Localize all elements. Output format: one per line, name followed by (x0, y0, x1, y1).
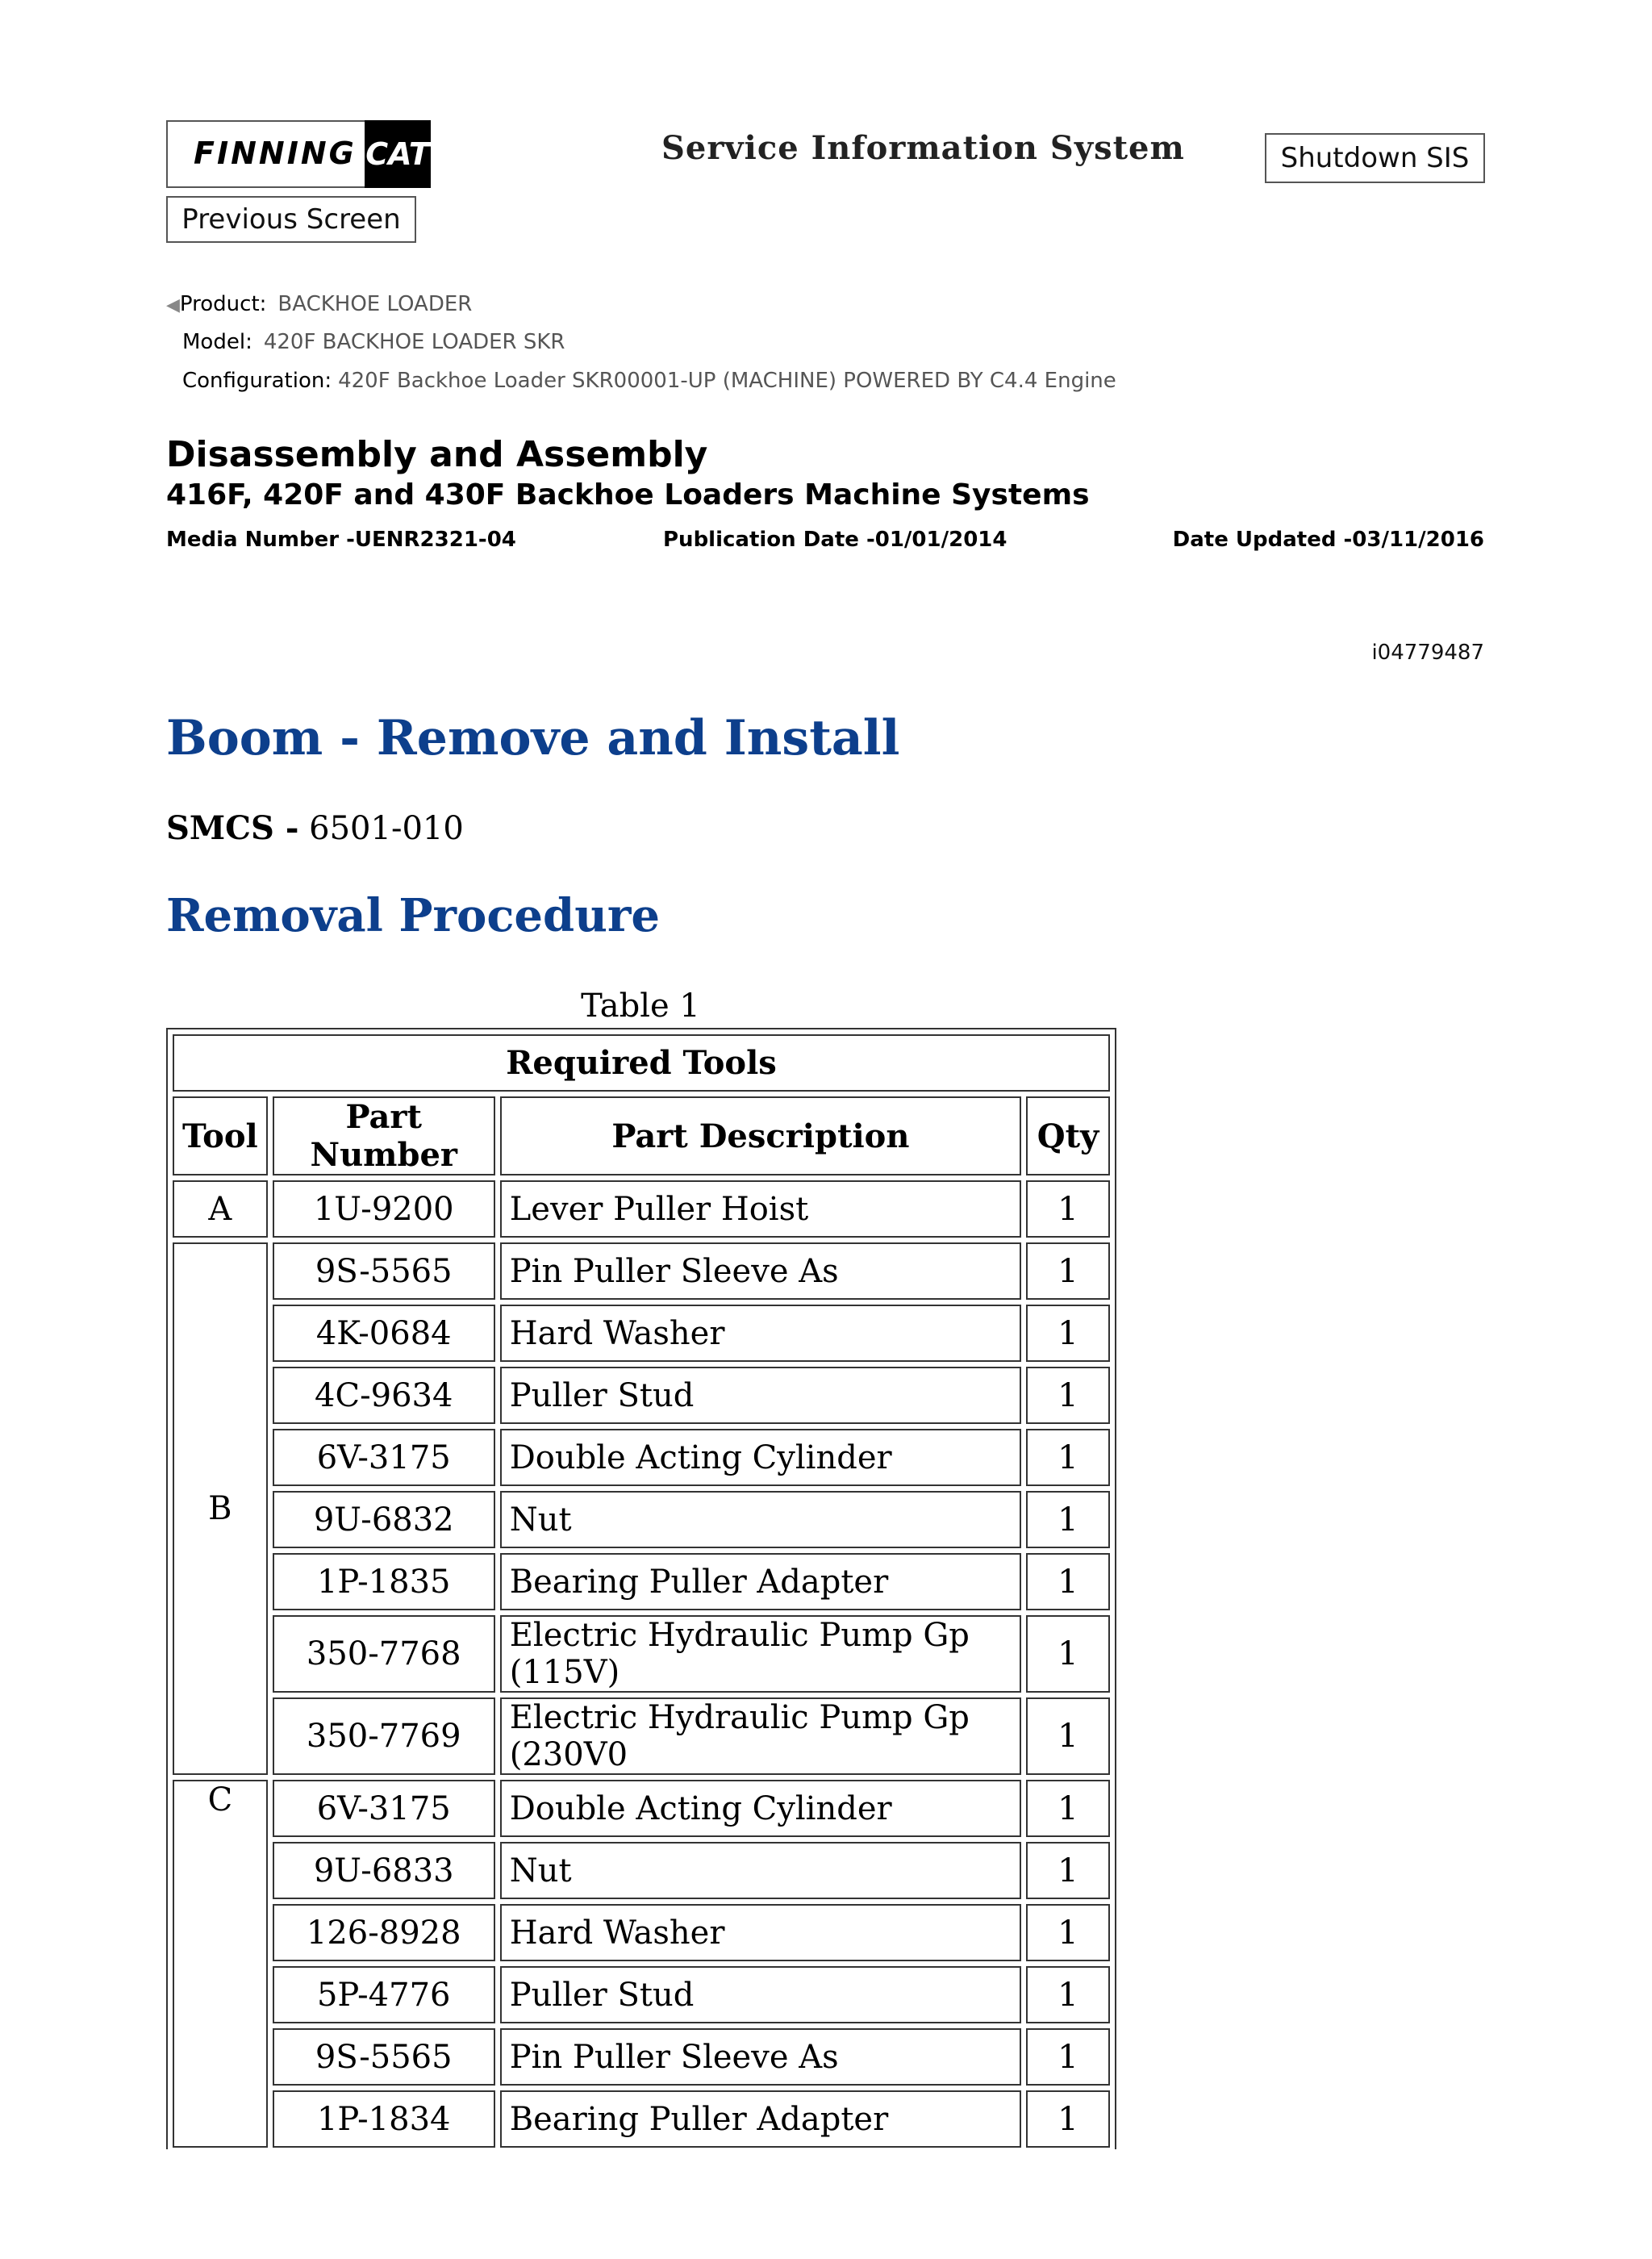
part-description-cell: Hard Washer (500, 1904, 1021, 1961)
configuration-row (182, 369, 1116, 393)
part-number-cell: 9U-6833 (273, 1842, 495, 1899)
model-value: 420F BACKHOE LOADER SKR (263, 330, 565, 354)
qty-cell: 1 (1026, 1697, 1110, 1775)
qty-cell: 1 (1026, 1242, 1110, 1300)
part-description-cell: Bearing Puller Adapter (500, 2090, 1021, 2148)
part-description-cell: Electric Hydraulic Pump Gp (230V0 (500, 1697, 1021, 1775)
column-header-part-number: Part Number (273, 1096, 495, 1175)
table-row (173, 1966, 1110, 2023)
product-label: Product: (179, 292, 267, 316)
publication-date: Publication Date -01/01/2014 (663, 528, 1007, 552)
part-description-cell: Double Acting Cylinder (500, 1780, 1021, 1837)
required-tools-table-container (166, 1028, 1116, 2149)
column-header-tool: Tool (173, 1096, 268, 1175)
smcs-code (166, 809, 464, 847)
system-title: Service Information System (661, 129, 1185, 167)
table-row (173, 1367, 1110, 1424)
qty-cell: 1 (1026, 1842, 1110, 1899)
table-row (173, 1180, 1110, 1238)
document-id: i04779487 (1371, 641, 1484, 665)
part-number-cell: 350-7769 (273, 1697, 495, 1775)
tool-cell: C (173, 1780, 268, 2148)
table-row (173, 1842, 1110, 1899)
part-description-cell: Hard Washer (500, 1305, 1021, 1362)
table-row (173, 1904, 1110, 1961)
part-description-cell: Nut (500, 1491, 1021, 1548)
part-number-cell: 6V-3175 (273, 1780, 495, 1837)
smcs-value: 6501-010 (309, 810, 464, 847)
removal-procedure-title: Removal Procedure (166, 889, 661, 942)
qty-cell: 1 (1026, 1780, 1110, 1837)
table-row (173, 1429, 1110, 1486)
part-description-cell: Electric Hydraulic Pump Gp (115V) (500, 1615, 1021, 1693)
table-row (173, 1305, 1110, 1362)
qty-cell: 1 (1026, 1615, 1110, 1693)
document-subtitle: 416F, 420F and 430F Backhoe Loaders Machine Systems (166, 478, 1090, 512)
qty-cell: 1 (1026, 1367, 1110, 1424)
model-label: Model: (182, 330, 252, 354)
configuration-label: Configuration: (182, 369, 332, 393)
table-caption: Table 1 (581, 988, 700, 1025)
column-header-part-description: Part Description (500, 1096, 1021, 1175)
shutdown-sis-button[interactable]: Shutdown SIS (1265, 133, 1485, 183)
part-description-cell: Nut (500, 1842, 1021, 1899)
document-title: Disassembly and Assembly (166, 434, 708, 475)
part-description-cell: Puller Stud (500, 1966, 1021, 2023)
qty-cell: 1 (1026, 1429, 1110, 1486)
column-header-qty: Qty (1026, 1096, 1110, 1175)
table-row (173, 1242, 1110, 1300)
qty-cell: 1 (1026, 1553, 1110, 1610)
part-number-cell: 4K-0684 (273, 1305, 495, 1362)
part-number-cell: 350-7768 (273, 1615, 495, 1693)
qty-cell: 1 (1026, 1966, 1110, 2023)
part-description-cell: Lever Puller Hoist (500, 1180, 1021, 1238)
qty-cell: 1 (1026, 1491, 1110, 1548)
cat-logo: CAT (365, 120, 431, 188)
tool-cell: B (173, 1242, 268, 1775)
part-number-cell: 126-8928 (273, 1904, 495, 1961)
part-number-cell: 9S-5565 (273, 2028, 495, 2086)
part-description-cell: Bearing Puller Adapter (500, 1553, 1021, 1610)
section-title: Boom - Remove and Install (166, 710, 900, 766)
table-row (173, 1780, 1110, 1837)
product-value: BACKHOE LOADER (277, 292, 473, 316)
table-row (173, 1553, 1110, 1610)
required-tools-table (166, 1028, 1116, 2149)
table-row (173, 1615, 1110, 1693)
part-number-cell: 1P-1834 (273, 2090, 495, 2148)
qty-cell: 1 (1026, 1305, 1110, 1362)
part-description-cell: Pin Puller Sleeve As (500, 1242, 1021, 1300)
part-number-cell: 1U-9200 (273, 1180, 495, 1238)
table-heading: Required Tools (173, 1034, 1110, 1092)
part-number-cell: 4C-9634 (273, 1367, 495, 1424)
qty-cell: 1 (1026, 2028, 1110, 2086)
media-number: Media Number -UENR2321-04 (166, 528, 516, 552)
table-row (173, 1491, 1110, 1548)
model-row (182, 330, 565, 354)
part-number-cell: 1P-1835 (273, 1553, 495, 1610)
table-row (173, 2090, 1110, 2148)
part-number-cell: 5P-4776 (273, 1966, 495, 2023)
table-row (173, 1697, 1110, 1775)
part-description-cell: Double Acting Cylinder (500, 1429, 1021, 1486)
qty-cell: 1 (1026, 1180, 1110, 1238)
previous-screen-button[interactable]: Previous Screen (166, 196, 416, 243)
back-arrow-icon[interactable]: ◀ (166, 295, 180, 315)
part-description-cell: Puller Stud (500, 1367, 1021, 1424)
qty-cell: 1 (1026, 1904, 1110, 1961)
finning-logo-text: FINNING (194, 136, 357, 171)
part-number-cell: 9U-6832 (273, 1491, 495, 1548)
qty-cell: 1 (1026, 2090, 1110, 2148)
configuration-value: 420F Backhoe Loader SKR00001-UP (MACHINE) POWERED BY C4.4 Engine (338, 369, 1116, 393)
date-updated: Date Updated -03/11/2016 (1172, 528, 1484, 552)
product-row (166, 292, 472, 316)
smcs-label: SMCS - (166, 809, 299, 847)
tool-cell: A (173, 1180, 268, 1238)
table-row (173, 2028, 1110, 2086)
part-number-cell: 6V-3175 (273, 1429, 495, 1486)
part-number-cell: 9S-5565 (273, 1242, 495, 1300)
part-description-cell: Pin Puller Sleeve As (500, 2028, 1021, 2086)
